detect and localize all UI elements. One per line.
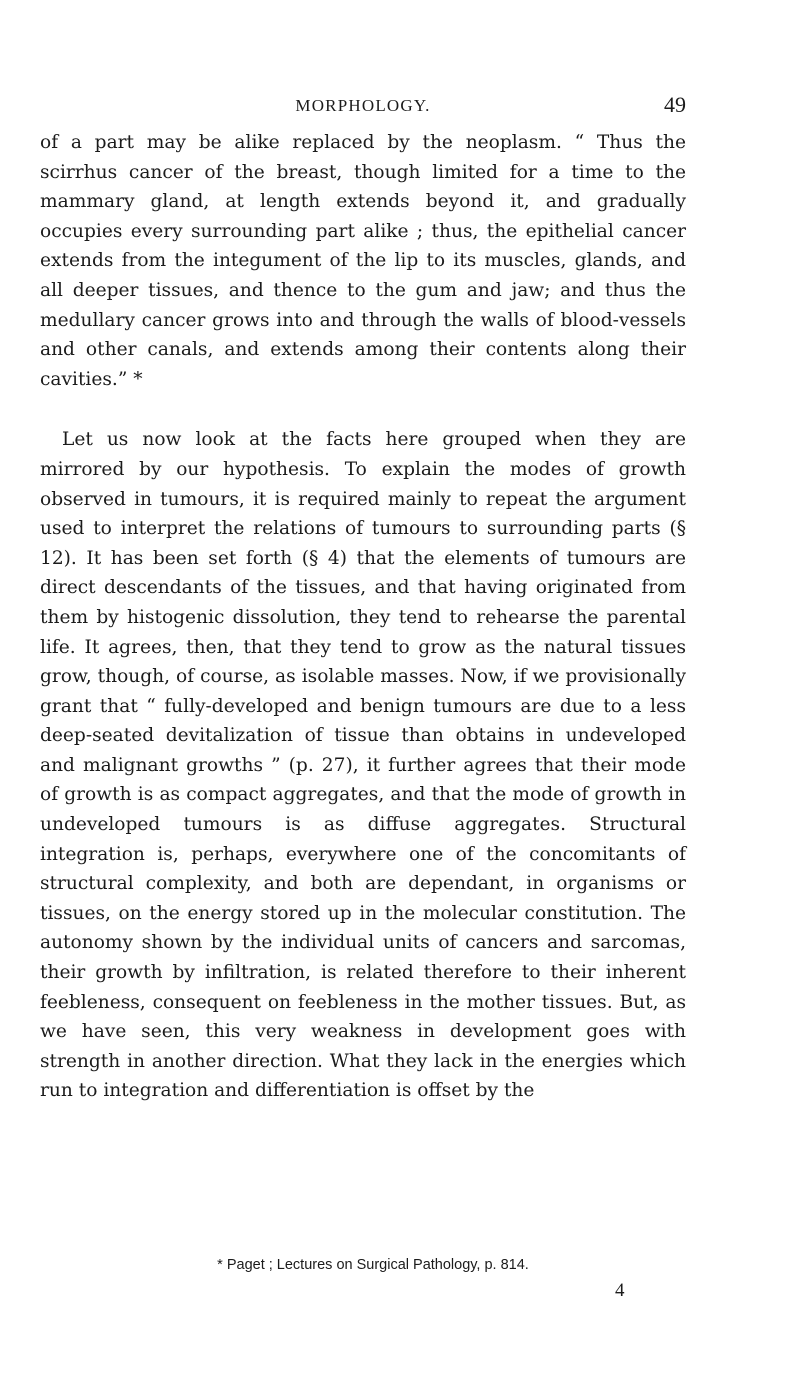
paragraph-2: Let us now look at the facts here grouped when they are mirrored by our hypothesis. To explain the modes of growth observed in tumours, it is required mainly to repeat the argument used to interpret the relations of tumours to surrounding parts (§ 12). It has been set forth (§ 4) that the elements of tumours are direct descendants of the tissues, and that having originated from them by histogenic dissolution, they tend to rehearse the parental life. It agrees, then, that they tend to grow as the natural tissues grow, though, of course, as isolable masses. Now, if we provisionally grant that “ fully-developed and benign tumours are due to a less deep-seated devitalization of tissue than obtains in undeveloped and malignant growths ” (p. 27), it further agrees that their mode of growth is as compact aggregates, and that the mode of growth in undeveloped tumours is as diffuse aggregates. Structural integration is, perhaps, everywhere one of the concomitants of structural complexity, and both are dependant, in organisms or tissues, on the energy stored up in the molecular constitution. The autonomy shown by the individual units of cancers and sarcomas, their growth by infiltration, is related therefore to their inherent feebleness, consequent on feebleness in the mother tissues. But, as we have seen, this very weakness in development goes with strength in another direction. What they lack in the energies which run to integration and differentiation is offset by the <box>40 429 686 1102</box>
page-number: 49 <box>664 92 686 117</box>
running-title: MORPHOLOGY. <box>295 96 431 115</box>
body-text <box>40 128 686 1106</box>
paragraph-1: of a part may be alike replaced by the neoplasm. “ Thus the scirrhus cancer of the breast, though limited for a time to the mammary gland, at length extends beyond it, and gradually occupies every surrounding part alike ; thus, the epithelial cancer extends from the integument of the lip to its muscles, glands, and all deeper tissues, and thence to the gum and jaw; and thus the medullary cancer grows into and through the walls of blood-vessels and other canals, and extends among their contents along their cavities.” * <box>40 132 686 390</box>
running-head <box>40 92 686 122</box>
footnote: * Paget ; Lectures on Surgical Pathology, p. 814. <box>217 1257 529 1273</box>
signature-mark: 4 <box>615 1280 625 1301</box>
